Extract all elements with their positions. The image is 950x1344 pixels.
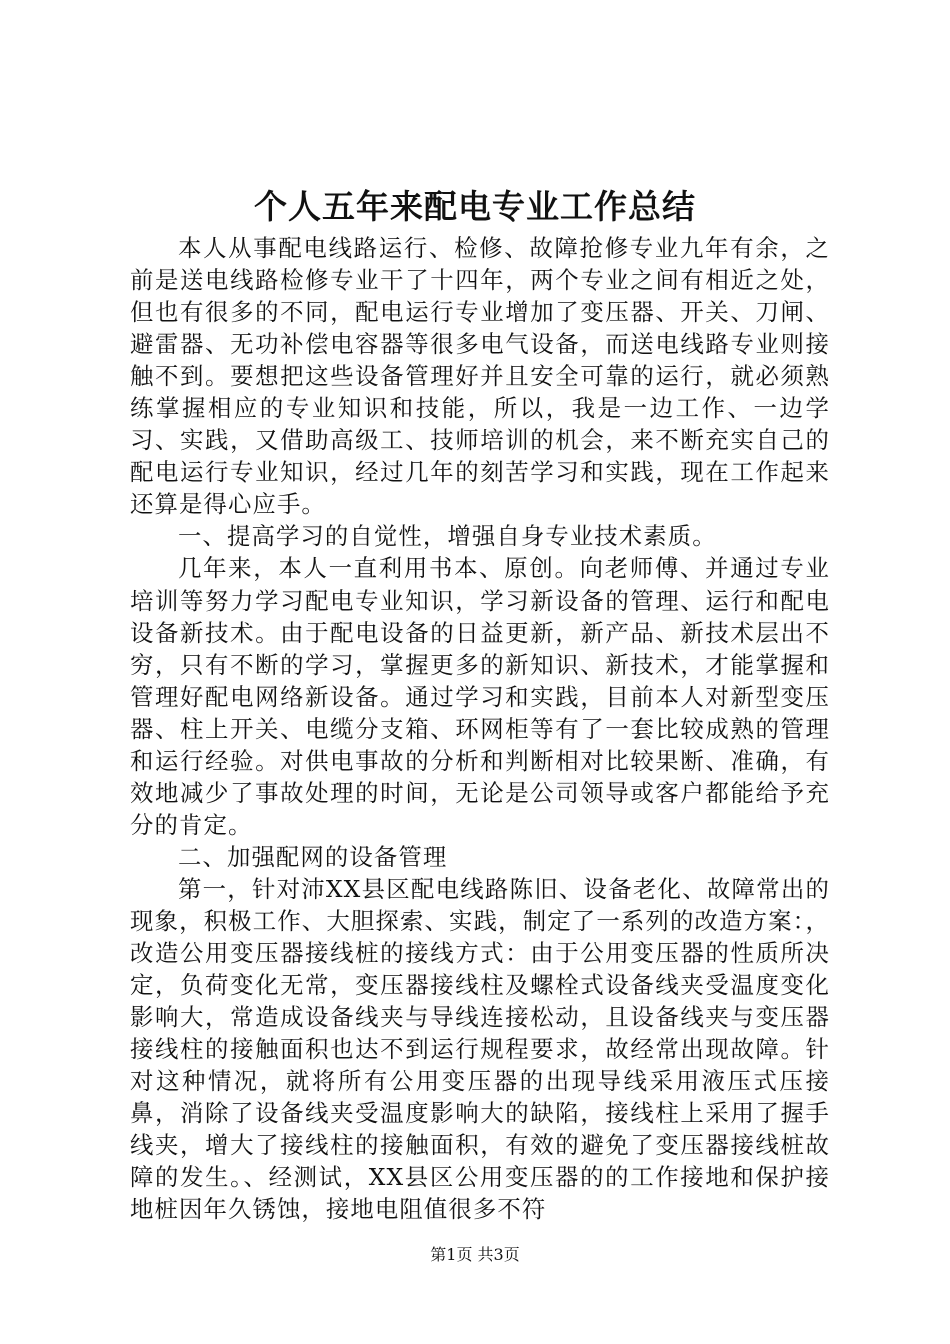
document-title: 个人五年来配电专业工作总结: [254, 187, 696, 226]
paragraph-equipment: 第一，针对沛XX县区配电线路陈旧、设备老化、故障常出的现象，积极工作、大胆探索、实践，制定了一系列的改造方案：，改造公用变压器接线桩的接线方式：由于公用变压器的性质所决定，负荷变化无常，变压器接线柱及螺栓式设备线夹受温度变化影响大，常造成设备线夹与导线连接松动，且设备线夹与变压器接线柱的接触面积也达不到运行规程要求，故经常出现故障。针对这种情况，就将所有公用变压器的出现导线采用液压式压接鼻，消除了设备线夹受温度影响大的缺陷，接线柱上采用了握手线夹，增大了接线柱的接触面积，有效的避免了变压器接线桩故障的发生。、经测试，XX县区公用变压器的的工作接地和保护接地桩因年久锈蚀，接地电阻值很多不符: [130, 874, 830, 1224]
paragraph-intro: 本人从事配电线路运行、检修、故障抢修专业九年有余，之前是送电线路检修专业干了十四年，两个专业之间有相近之处，但也有很多的不同，配电运行专业增加了变压器、开关、刀闸、避雷器、无功补偿电容器等很多电气设备，而送电线路专业则接触不到。要想把这些设备管理好并且安全可靠的运行，就必须熟练掌握相应的专业知识和技能，所以，我是一边工作、一边学习、实践，又借助高级工、技师培训的机会，来不断充实自己的配电运行专业知识，经过几年的刻苦学习和实践，现在工作起来还算是得心应手。: [130, 234, 830, 519]
paragraph-study: 几年来，本人一直利用书本、原创。向老师傅、并通过专业培训等努力学习配电专业知识，学习新设备的管理、运行和配电设备新技术。由于配电设备的日益更新，新产品、新技术层出不穷，只有不断的学习，掌握更多的新知识、新技术，才能掌握和管理好配电网络新设备。通过学习和实践，目前本人对新型变压器、柱上开关、电缆分支箱、环网柜等有了一套比较成熟的管理和运行经验。对供电事故的分析和判断相对比较果断、准确，有效地减少了事故处理的时间，无论是公司领导或客户都能给予充分的肯定。: [130, 554, 830, 839]
page-footer: 第1页 共3页: [430, 1245, 520, 1264]
section-heading-2: 二、加强配网的设备管理: [177, 842, 448, 871]
document-body: [130, 232, 830, 1225]
section-heading-1: 一、提高学习的自觉性，增强自身专业技术素质。: [177, 522, 717, 551]
